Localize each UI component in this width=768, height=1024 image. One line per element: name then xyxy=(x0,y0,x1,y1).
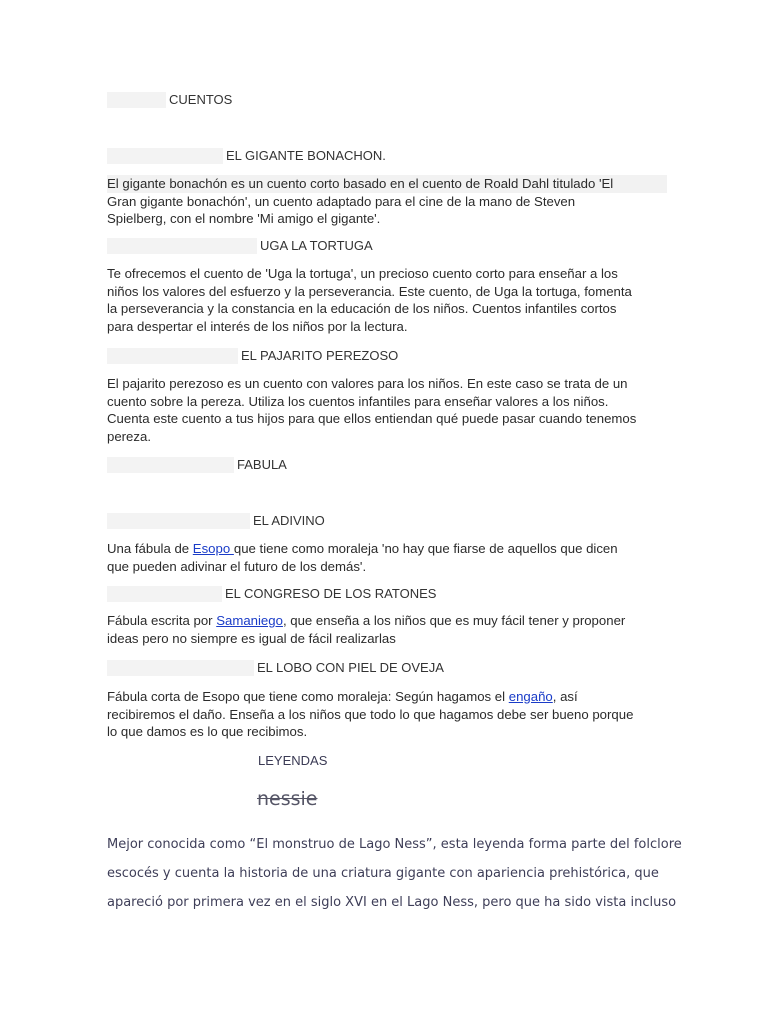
section-heading-cuentos xyxy=(107,92,167,108)
story-title-bar xyxy=(107,238,257,254)
paragraph-line: niños los valores del esfuerzo y la perseverancia. Este cuento, de Uga la tortuga, fomenta xyxy=(107,283,632,299)
story-title-pajarito xyxy=(238,348,401,364)
fable-title-text: EL CONGRESO DE LOS RATONES xyxy=(222,586,439,602)
paragraph-line: recibiremos el daño. Enseña a los niños que todo lo que hagamos debe ser bueno porque xyxy=(107,706,634,722)
paragraph-line: apareció por primera vez en el siglo XVI en el Lago Ness, pero que ha sido vista incluso xyxy=(107,895,677,910)
paragraph-line xyxy=(107,688,667,706)
paragraph-line: Gran gigante bonachón', un cuento adaptado para el cine de la mano de Steven xyxy=(107,193,576,209)
paragraph-line: Te ofrecemos el cuento de 'Uga la tortuga', un precioso cuento corto para enseñar a los xyxy=(107,266,618,281)
paragraph-line: lo que damos es lo que recibimos. xyxy=(107,724,308,739)
story-paragraph-uga xyxy=(107,265,667,335)
text-run: que tiene como moraleja 'no hay que fiarse de aquellos que dicen xyxy=(233,541,618,556)
fable-title-congreso xyxy=(222,586,439,602)
paragraph-line: cuento sobre la pereza. Utiliza los cuentos infantiles para enseñar valores a los niños. xyxy=(107,393,609,409)
fable-title-bar xyxy=(107,660,257,676)
paragraph-line xyxy=(107,612,667,630)
link-engano[interactable]: engaño xyxy=(508,689,553,704)
paragraph-line: ideas pero no siempre es igual de fácil realizarlas xyxy=(107,630,396,646)
section-heading-fabula xyxy=(234,457,290,473)
fable-title-bar xyxy=(107,586,223,602)
paragraph-line: para despertar el interés de los niños por la lectura. xyxy=(107,318,408,334)
link-esopo[interactable]: Esopo xyxy=(192,541,234,556)
story-title-uga xyxy=(257,238,376,254)
fable-title-text: EL ADIVINO xyxy=(250,513,328,529)
text-run: Una fábula de xyxy=(107,541,193,556)
fable-paragraph-lobo xyxy=(107,688,667,741)
paragraph-line: Spielberg, con el nombre 'Mi amigo el gigante'. xyxy=(107,211,381,226)
paragraph-line: El pajarito perezoso es un cuento con valores para los niños. En este caso se trata de un xyxy=(107,376,628,391)
paragraph-line: la perseverancia y la constancia en la educación de los niños. Cuentos infantiles cortos xyxy=(107,301,617,316)
fable-title-text: EL LOBO CON PIEL DE OVEJA xyxy=(254,660,447,676)
link-samaniego[interactable]: Samaniego xyxy=(216,613,283,628)
fable-title-bar xyxy=(107,513,251,529)
fable-paragraph-congreso xyxy=(107,612,667,647)
story-title-text: UGA LA TORTUGA xyxy=(257,238,376,254)
section-heading-cuentos-label xyxy=(166,92,235,108)
heading-text: CUENTOS xyxy=(166,92,235,108)
section-heading-leyendas: LEYENDAS xyxy=(258,753,328,768)
story-paragraph-gigante xyxy=(107,175,667,228)
heading-text: FABULA xyxy=(234,457,290,473)
text-run: , que enseña a los niños que es muy fácil tener y proponer xyxy=(282,613,626,628)
legend-paragraph-nessie xyxy=(107,830,707,917)
paragraph-line: El gigante bonachón es un cuento corto basado en el cuento de Roald Dahl titulado 'El xyxy=(107,175,667,193)
paragraph-line: Mejor conocida como “El monstruo de Lago Ness”, esta leyenda forma parte del folclore xyxy=(107,837,682,852)
paragraph-line: pereza. xyxy=(107,428,151,444)
fable-paragraph-adivino xyxy=(107,540,667,575)
story-title-bar xyxy=(107,348,239,364)
paragraph-line: escocés y cuenta la historia de una criatura gigante con apariencia prehistórica, que xyxy=(107,866,659,881)
paragraph-line: Cuenta este cuento a tus hijos para que ellos entiendan qué puede pasar cuando tenemos xyxy=(107,411,637,426)
text-run: , así xyxy=(552,689,578,704)
section-heading-fabula-bar xyxy=(107,457,235,473)
fable-title-adivino xyxy=(250,513,328,529)
text-run: Fábula corta de Esopo que tiene como moraleja: Según hagamos el xyxy=(107,689,509,704)
story-title-bar xyxy=(107,148,223,164)
fable-title-lobo xyxy=(254,660,447,676)
paragraph-line xyxy=(107,540,667,558)
story-title-text: EL PAJARITO PEREZOSO xyxy=(238,348,401,364)
story-title-gigante xyxy=(223,148,389,164)
legend-title-nessie: nessie xyxy=(257,788,318,810)
text-run: Fábula escrita por xyxy=(107,613,217,628)
story-title-text: EL GIGANTE BONACHON. xyxy=(223,148,389,164)
paragraph-line: que pueden adivinar el futuro de los demás'. xyxy=(107,558,367,574)
story-paragraph-pajarito xyxy=(107,375,667,445)
